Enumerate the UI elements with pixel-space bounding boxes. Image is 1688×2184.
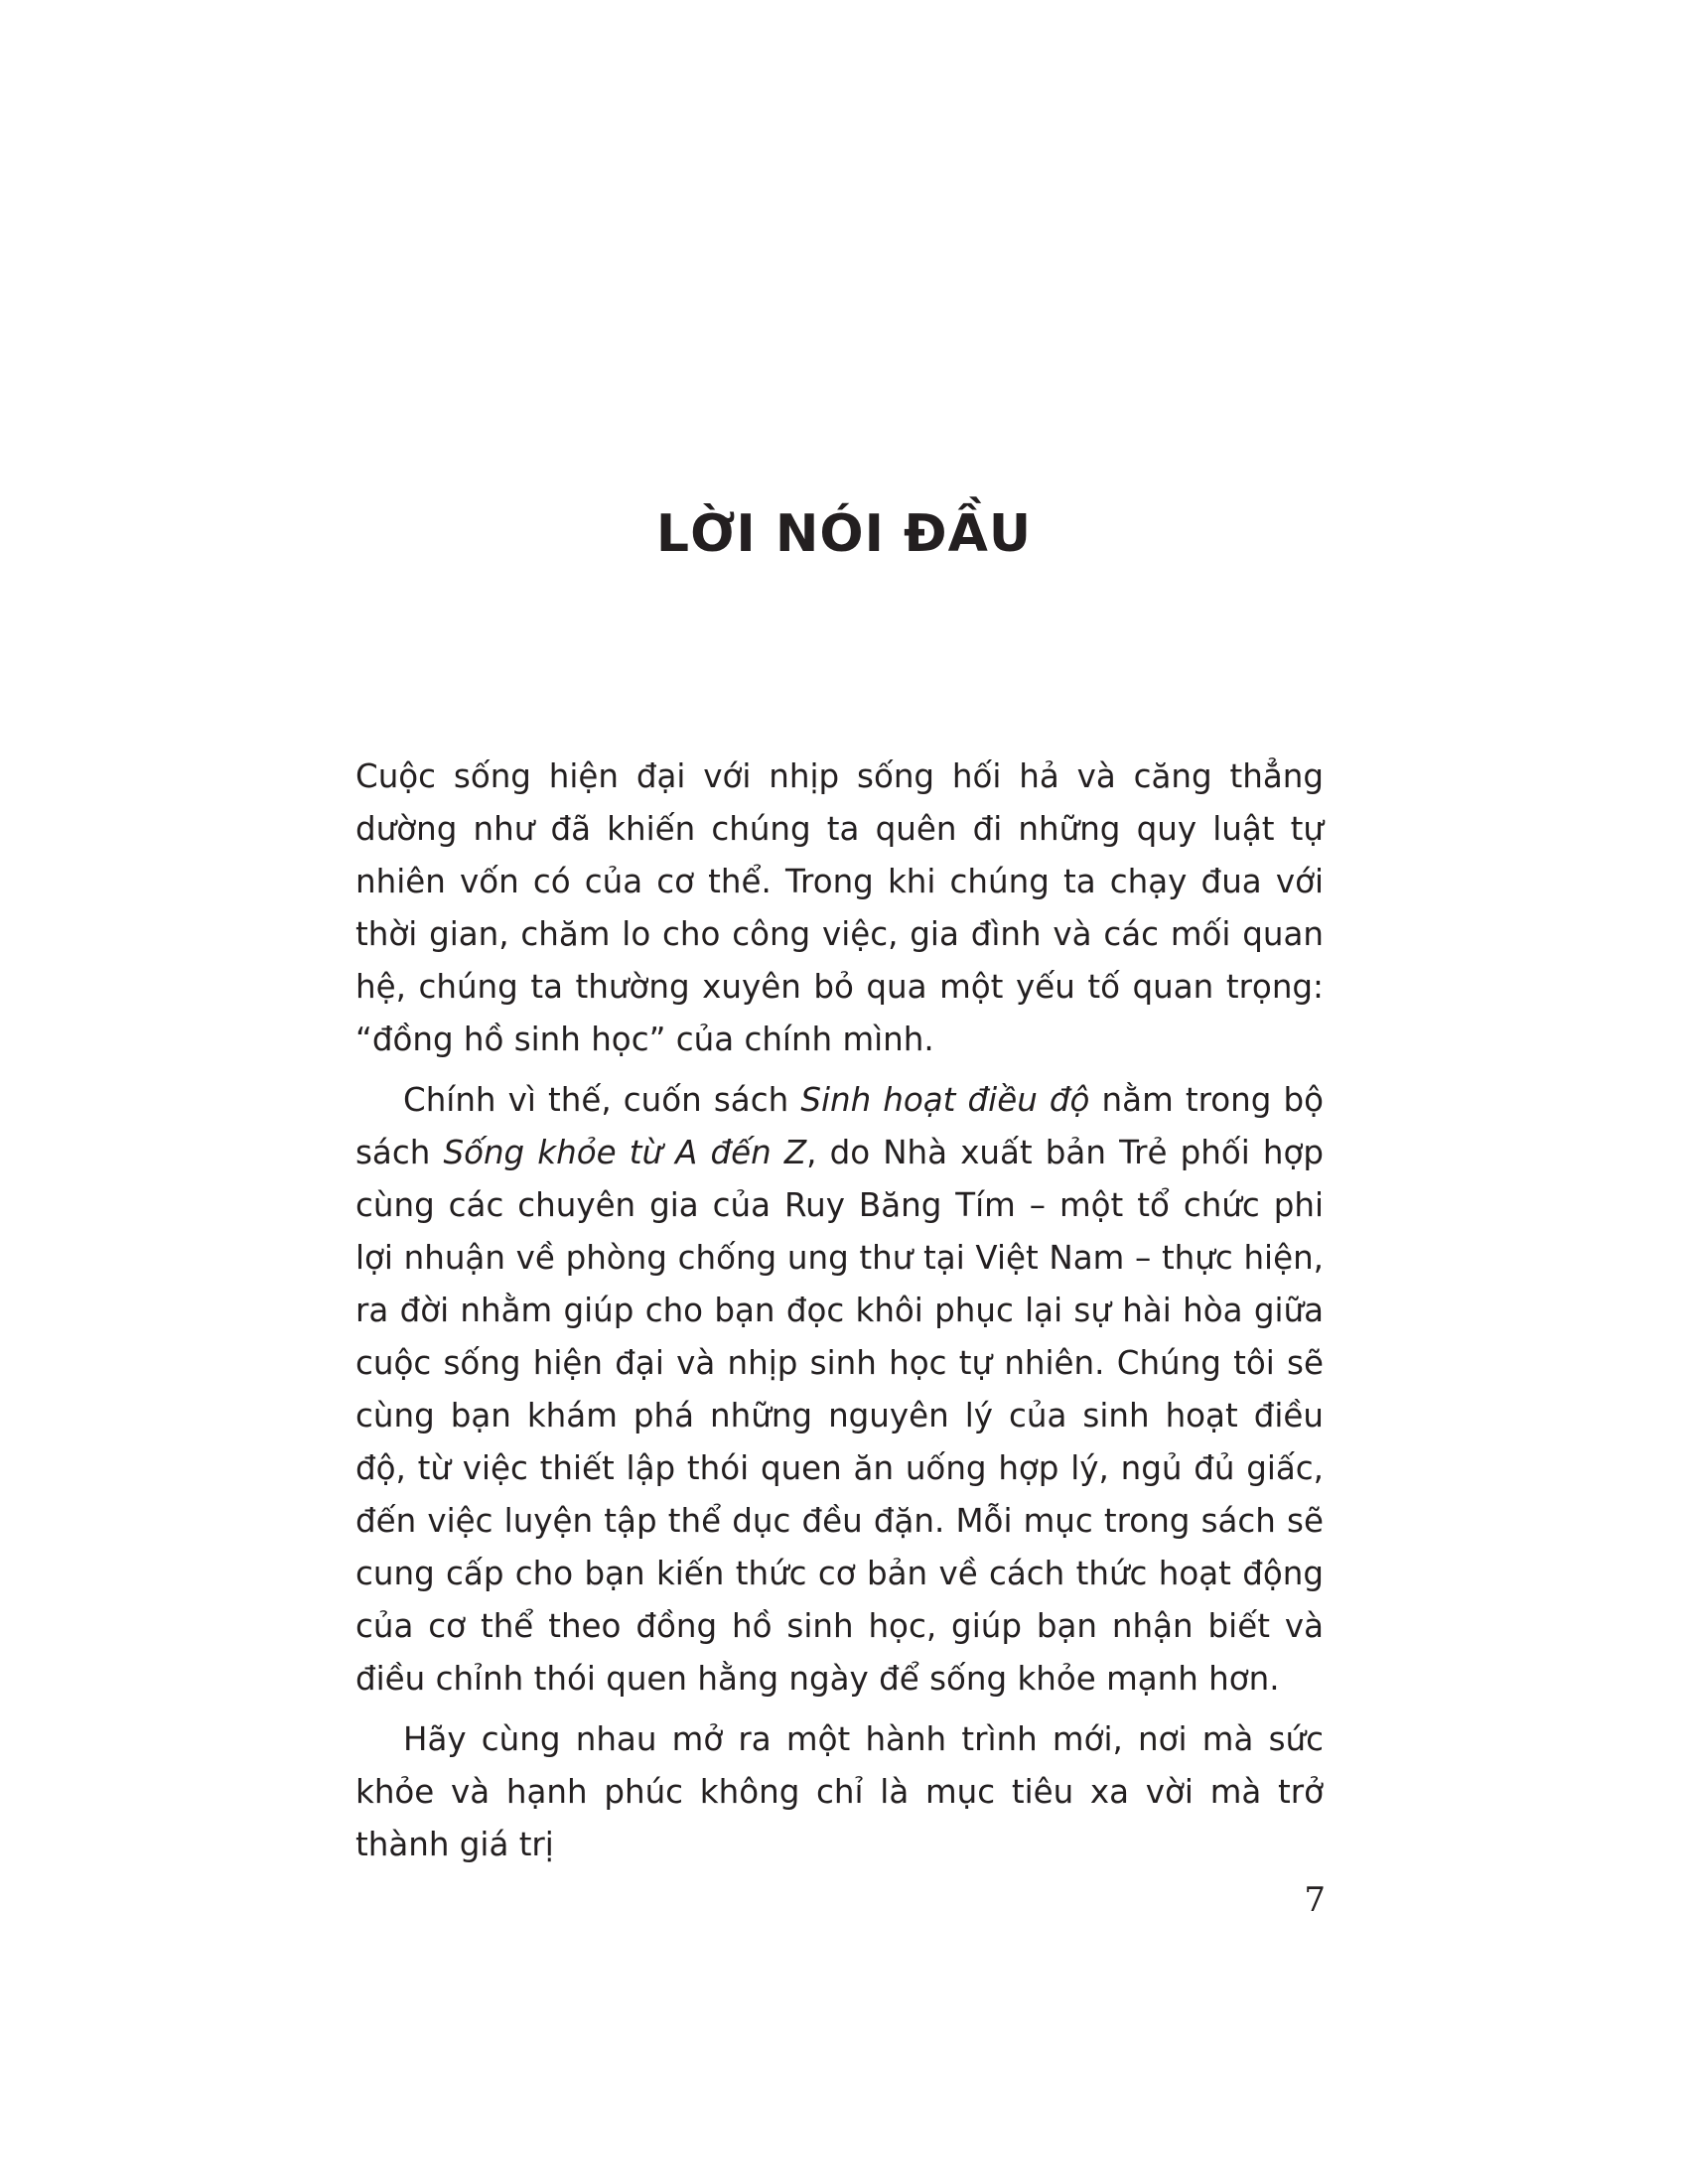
page-number: 7: [1304, 1880, 1326, 1920]
series-title: Sống khỏe từ A đến Z: [443, 1134, 807, 1171]
paragraph-3: Hãy cùng nhau mở ra một hành trình mới, nơi mà sức khỏe và hạnh phúc không chỉ là mục tiêu xa vời mà trở thành giá trị: [355, 1720, 1324, 1863]
paragraph-2-rest: , do Nhà xuất bản Trẻ phối hợp cùng các chuyên gia của Ruy Băng Tím – một tổ chức phi lợi nhuận về phòng chống ung thư tại Việt Nam – thực hiện, ra đời nhằm giúp cho bạn đọc khôi phục lại sự hài hòa giữa cuộc sống hiện đại và nhịp sinh học tự nhiên. Chúng tôi sẽ cùng bạn khám phá những nguyên lý của sinh hoạt điều độ, từ việc thiết lập thói quen ăn uống hợp lý, ngủ đủ giấc, đến việc luyện tập thể dục đều đặn. Mỗi mục trong sách sẽ cung cấp cho bạn kiến thức cơ bản về cách thức hoạt động của cơ thể theo đồng hồ sinh học, giúp bạn nhận biết và điều chỉnh thói quen hằng ngày để sống khỏe mạnh hơn.: [355, 1134, 1324, 1698]
body-text: [355, 751, 1324, 1879]
page-title: LỜI NÓI ĐẦU: [655, 504, 1033, 564]
paragraph-2: [355, 1074, 1324, 1706]
paragraph-2-intro: Chính vì thế, cuốn sách: [403, 1081, 801, 1119]
paragraph-2-middle: nằm trong bộ sách: [355, 1081, 1324, 1171]
paragraph-1: Cuộc sống hiện đại với nhịp sống hối hả và căng thẳng dường như đã khiến chúng ta quên đi những quy luật tự nhiên vốn có của cơ thể. Trong khi chúng ta chạy đua với thời gian, chăm lo cho công việc, gia đình và các mối quan hệ, chúng ta thường xuyên bỏ qua một yếu tố quan trọng: “đồng hồ sinh học” của chính mình.: [355, 757, 1324, 1058]
book-title: Sinh hoạt điều độ: [800, 1081, 1090, 1119]
